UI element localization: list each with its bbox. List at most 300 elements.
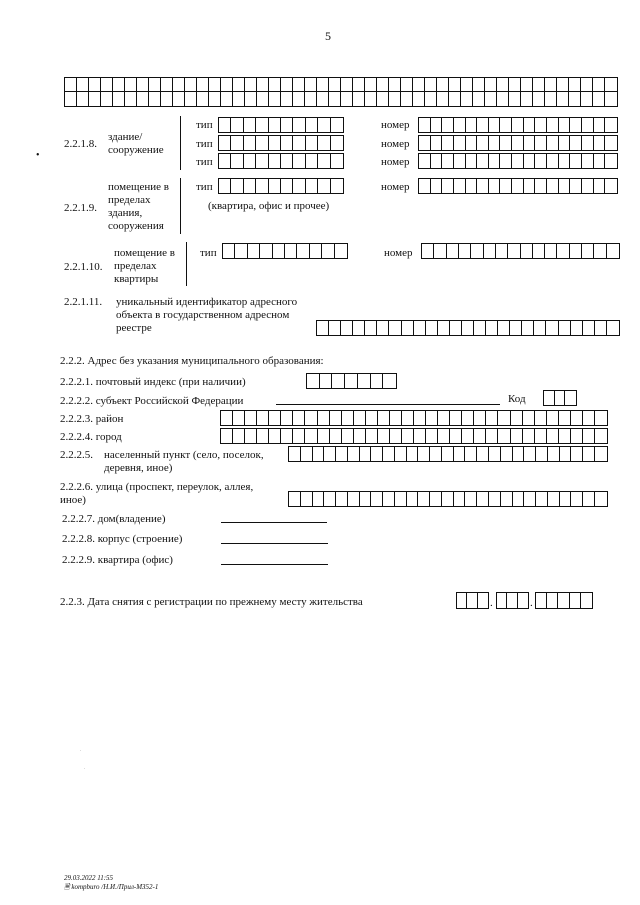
entry-cell[interactable] xyxy=(486,321,498,335)
entry-cell[interactable] xyxy=(571,447,583,461)
entry-cell[interactable] xyxy=(442,179,454,193)
building-type-cells-3[interactable] xyxy=(218,153,344,169)
entry-cell[interactable] xyxy=(430,447,442,461)
entry-cell[interactable] xyxy=(389,92,401,106)
entry-cell[interactable] xyxy=(125,78,137,91)
entry-cell[interactable] xyxy=(221,411,233,425)
entry-cell[interactable] xyxy=(317,78,329,91)
postal-index-cells[interactable] xyxy=(306,373,397,389)
entry-cell[interactable] xyxy=(245,411,257,425)
entry-cell[interactable] xyxy=(223,244,235,258)
entry-cell[interactable] xyxy=(484,244,496,258)
entry-cell[interactable] xyxy=(558,593,569,608)
entry-cell[interactable] xyxy=(523,429,535,443)
entry-cell[interactable] xyxy=(559,136,571,150)
entry-cell[interactable] xyxy=(233,411,245,425)
settlement-cells[interactable] xyxy=(288,446,608,462)
entry-cell[interactable] xyxy=(509,78,521,91)
entry-cell[interactable] xyxy=(535,136,547,150)
entry-cell[interactable] xyxy=(422,244,434,258)
entry-cell[interactable] xyxy=(535,411,547,425)
entry-cell[interactable] xyxy=(489,118,501,132)
entry-cell[interactable] xyxy=(489,447,501,461)
entry-cell[interactable] xyxy=(354,429,366,443)
entry-cell[interactable] xyxy=(161,78,173,91)
entry-cell[interactable] xyxy=(485,78,497,91)
entry-cell[interactable] xyxy=(545,78,557,91)
entry-cell[interactable] xyxy=(536,447,548,461)
entry-cell[interactable] xyxy=(65,78,77,91)
entry-cell[interactable] xyxy=(336,492,348,506)
entry-cell[interactable] xyxy=(498,321,510,335)
entry-cell[interactable] xyxy=(570,118,582,132)
entry-cell[interactable] xyxy=(524,447,536,461)
entry-cell[interactable] xyxy=(269,154,281,168)
entry-cell[interactable] xyxy=(219,154,231,168)
entry-cell[interactable] xyxy=(594,179,606,193)
entry-cell[interactable] xyxy=(185,92,197,106)
entry-cell[interactable] xyxy=(605,92,617,106)
entry-cell[interactable] xyxy=(533,78,545,91)
entry-cell[interactable] xyxy=(509,92,521,106)
entry-cell[interactable] xyxy=(173,92,185,106)
entry-cell[interactable] xyxy=(413,78,425,91)
entry-cell[interactable] xyxy=(511,411,523,425)
entry-cell[interactable] xyxy=(301,447,313,461)
entry-cell[interactable] xyxy=(450,429,462,443)
entry-cell[interactable] xyxy=(595,429,607,443)
entry-cell[interactable] xyxy=(431,136,443,150)
entry-cell[interactable] xyxy=(161,92,173,106)
entry-cell[interactable] xyxy=(569,78,581,91)
entry-cell[interactable] xyxy=(437,92,449,106)
entry-cell[interactable] xyxy=(512,179,524,193)
entry-cell[interactable] xyxy=(377,92,389,106)
entry-cell[interactable] xyxy=(341,321,353,335)
entry-cell[interactable] xyxy=(342,411,354,425)
entry-cell[interactable] xyxy=(466,179,478,193)
entry-cell[interactable] xyxy=(390,429,402,443)
entry-cell[interactable] xyxy=(419,136,431,150)
entry-cell[interactable] xyxy=(557,244,569,258)
entry-cell[interactable] xyxy=(471,244,483,258)
entry-cell[interactable] xyxy=(583,411,595,425)
entry-cell[interactable] xyxy=(461,78,473,91)
building-number-cells-3[interactable] xyxy=(418,153,618,169)
entry-cell[interactable] xyxy=(297,244,309,258)
entry-cell[interactable] xyxy=(293,429,305,443)
entry-cell[interactable] xyxy=(513,492,525,506)
entry-cell[interactable] xyxy=(330,411,342,425)
entry-cell[interactable] xyxy=(522,321,534,335)
entry-cell[interactable] xyxy=(101,92,113,106)
entry-cell[interactable] xyxy=(581,78,593,91)
entry-cell[interactable] xyxy=(197,92,209,106)
entry-cell[interactable] xyxy=(545,244,557,258)
entry-cell[interactable] xyxy=(401,92,413,106)
entry-cell[interactable] xyxy=(605,179,617,193)
entry-cell[interactable] xyxy=(418,447,430,461)
entry-cell[interactable] xyxy=(535,179,547,193)
entry-cell[interactable] xyxy=(486,429,498,443)
entry-cell[interactable] xyxy=(383,447,395,461)
entry-cell[interactable] xyxy=(431,154,443,168)
entry-cell[interactable] xyxy=(438,321,450,335)
entry-cell[interactable] xyxy=(269,92,281,106)
street-cells[interactable] xyxy=(288,491,608,507)
entry-cell[interactable] xyxy=(401,78,413,91)
entry-cell[interactable] xyxy=(570,593,581,608)
entry-cell[interactable] xyxy=(438,429,450,443)
entry-cell[interactable] xyxy=(459,244,471,258)
entry-cell[interactable] xyxy=(221,78,233,91)
entry-cell[interactable] xyxy=(332,374,345,388)
entry-cell[interactable] xyxy=(219,136,231,150)
entry-cell[interactable] xyxy=(377,78,389,91)
entry-cell[interactable] xyxy=(438,411,450,425)
entry-cell[interactable] xyxy=(477,179,489,193)
entry-cell[interactable] xyxy=(257,78,269,91)
entry-cell[interactable] xyxy=(477,118,489,132)
entry-cell[interactable] xyxy=(235,244,247,258)
entry-cell[interactable] xyxy=(547,429,559,443)
room-type-cells[interactable] xyxy=(218,178,344,194)
entry-cell[interactable] xyxy=(466,154,478,168)
building-number-cells-2[interactable] xyxy=(418,135,618,151)
entry-cell[interactable] xyxy=(426,411,438,425)
entry-cell[interactable] xyxy=(454,136,466,150)
entry-cell[interactable] xyxy=(77,92,89,106)
entry-cell[interactable] xyxy=(570,154,582,168)
entry-cell[interactable] xyxy=(281,136,293,150)
entry-cell[interactable] xyxy=(521,244,533,258)
entry-cell[interactable] xyxy=(318,154,330,168)
entry-cell[interactable] xyxy=(582,179,594,193)
entry-cell[interactable] xyxy=(536,492,548,506)
entry-cell[interactable] xyxy=(360,492,372,506)
entry-cell[interactable] xyxy=(557,92,569,106)
entry-cell[interactable] xyxy=(378,411,390,425)
entry-cell[interactable] xyxy=(431,179,443,193)
entry-cell[interactable] xyxy=(466,118,478,132)
entry-cell[interactable] xyxy=(383,374,396,388)
entry-cell[interactable] xyxy=(293,179,305,193)
entry-cell[interactable] xyxy=(365,321,377,335)
entry-cell[interactable] xyxy=(289,447,301,461)
entry-cell[interactable] xyxy=(244,179,256,193)
entry-cell[interactable] xyxy=(473,78,485,91)
entry-cell[interactable] xyxy=(358,374,371,388)
entry-cell[interactable] xyxy=(306,136,318,150)
entry-cell[interactable] xyxy=(113,78,125,91)
room-number-cells[interactable] xyxy=(418,178,618,194)
entry-cell[interactable] xyxy=(454,492,466,506)
entry-cell[interactable] xyxy=(318,411,330,425)
entry-cell[interactable] xyxy=(245,429,257,443)
entry-cell[interactable] xyxy=(65,92,77,106)
entry-cell[interactable] xyxy=(593,92,605,106)
entry-cell[interactable] xyxy=(548,492,560,506)
entry-cell[interactable] xyxy=(595,411,607,425)
entry-cell[interactable] xyxy=(583,429,595,443)
entry-cell[interactable] xyxy=(510,321,522,335)
entry-cell[interactable] xyxy=(245,92,257,106)
entry-cell[interactable] xyxy=(407,447,419,461)
entry-cell[interactable] xyxy=(582,136,594,150)
entry-cell[interactable] xyxy=(489,179,501,193)
entry-cell[interactable] xyxy=(594,118,606,132)
entry-cell[interactable] xyxy=(467,593,477,608)
entry-cell[interactable] xyxy=(306,179,318,193)
entry-cell[interactable] xyxy=(402,411,414,425)
entry-cell[interactable] xyxy=(489,492,501,506)
entry-cell[interactable] xyxy=(231,154,243,168)
entry-cell[interactable] xyxy=(313,492,325,506)
entry-cell[interactable] xyxy=(546,321,558,335)
entry-cell[interactable] xyxy=(257,92,269,106)
building-line[interactable] xyxy=(221,543,328,544)
entry-cell[interactable] xyxy=(244,136,256,150)
fias-id-cells[interactable] xyxy=(316,320,620,336)
entry-cell[interactable] xyxy=(413,92,425,106)
entry-cell[interactable] xyxy=(582,154,594,168)
entry-cell[interactable] xyxy=(442,118,454,132)
entry-cell[interactable] xyxy=(545,92,557,106)
entry-cell[interactable] xyxy=(533,92,545,106)
entry-cell[interactable] xyxy=(256,136,268,150)
entry-cell[interactable] xyxy=(583,492,595,506)
entry-cell[interactable] xyxy=(536,593,547,608)
entry-cell[interactable] xyxy=(478,593,488,608)
entry-cell[interactable] xyxy=(593,78,605,91)
entry-cell[interactable] xyxy=(559,118,571,132)
entry-cell[interactable] xyxy=(594,136,606,150)
entry-cell[interactable] xyxy=(221,429,233,443)
subject-code-cells[interactable] xyxy=(543,390,577,406)
entry-cell[interactable] xyxy=(450,321,462,335)
entry-cell[interactable] xyxy=(605,78,617,91)
entry-cell[interactable] xyxy=(320,374,333,388)
entry-cell[interactable] xyxy=(559,179,571,193)
entry-cell[interactable] xyxy=(430,492,442,506)
entry-cell[interactable] xyxy=(329,92,341,106)
entry-cell[interactable] xyxy=(555,391,566,405)
entry-cell[interactable] xyxy=(257,429,269,443)
entry-cell[interactable] xyxy=(425,78,437,91)
entry-cell[interactable] xyxy=(281,154,293,168)
entry-cell[interactable] xyxy=(257,411,269,425)
entry-cell[interactable] xyxy=(524,179,536,193)
entry-cell[interactable] xyxy=(477,447,489,461)
entry-cell[interactable] xyxy=(281,429,293,443)
entry-cell[interactable] xyxy=(341,92,353,106)
entry-cell[interactable] xyxy=(324,492,336,506)
entry-cell[interactable] xyxy=(402,321,414,335)
entry-cell[interactable] xyxy=(571,492,583,506)
entry-cell[interactable] xyxy=(305,429,317,443)
entry-cell[interactable] xyxy=(221,92,233,106)
entry-cell[interactable] xyxy=(371,492,383,506)
entry-cell[interactable] xyxy=(318,118,330,132)
entry-cell[interactable] xyxy=(457,593,467,608)
entry-cell[interactable] xyxy=(389,321,401,335)
entry-cell[interactable] xyxy=(560,492,572,506)
entry-cell[interactable] xyxy=(269,429,281,443)
entry-cell[interactable] xyxy=(317,92,329,106)
entry-cell[interactable] xyxy=(219,118,231,132)
entry-cell[interactable] xyxy=(233,429,245,443)
entry-cell[interactable] xyxy=(348,492,360,506)
entry-cell[interactable] xyxy=(395,447,407,461)
entry-cell[interactable] xyxy=(466,136,478,150)
entry-cell[interactable] xyxy=(500,179,512,193)
entry-cell[interactable] xyxy=(269,136,281,150)
entry-cell[interactable] xyxy=(209,92,221,106)
entry-cell[interactable] xyxy=(559,321,571,335)
entry-cell[interactable] xyxy=(497,593,507,608)
entry-cell[interactable] xyxy=(571,411,583,425)
building-number-cells-1[interactable] xyxy=(418,117,618,133)
entry-cell[interactable] xyxy=(426,429,438,443)
entry-cell[interactable] xyxy=(331,179,343,193)
entry-cell[interactable] xyxy=(523,411,535,425)
entry-cell[interactable] xyxy=(508,244,520,258)
entry-cell[interactable] xyxy=(209,78,221,91)
entry-cell[interactable] xyxy=(500,118,512,132)
date-year-cells[interactable] xyxy=(535,592,593,609)
entry-cell[interactable] xyxy=(497,92,509,106)
entry-cell[interactable] xyxy=(442,154,454,168)
entry-cell[interactable] xyxy=(465,492,477,506)
entry-cell[interactable] xyxy=(450,411,462,425)
house-line[interactable] xyxy=(221,522,327,523)
entry-cell[interactable] xyxy=(583,447,595,461)
entry-cell[interactable] xyxy=(418,492,430,506)
date-day-cells[interactable] xyxy=(456,592,489,609)
entry-cell[interactable] xyxy=(331,136,343,150)
entry-cell[interactable] xyxy=(594,244,606,258)
entry-cell[interactable] xyxy=(535,154,547,168)
entry-cell[interactable] xyxy=(383,492,395,506)
entry-cell[interactable] xyxy=(310,244,322,258)
district-cells[interactable] xyxy=(220,410,608,426)
entry-cell[interactable] xyxy=(389,78,401,91)
entry-cell[interactable] xyxy=(293,154,305,168)
date-month-cells[interactable] xyxy=(496,592,529,609)
entry-cell[interactable] xyxy=(498,411,510,425)
entry-cell[interactable] xyxy=(331,118,343,132)
entry-cell[interactable] xyxy=(77,78,89,91)
entry-cell[interactable] xyxy=(365,92,377,106)
entry-cell[interactable] xyxy=(269,411,281,425)
entry-cell[interactable] xyxy=(518,593,528,608)
entry-cell[interactable] xyxy=(547,118,559,132)
entry-cell[interactable] xyxy=(426,321,438,335)
entry-cell[interactable] xyxy=(501,447,513,461)
entry-cell[interactable] xyxy=(534,321,546,335)
entry-cell[interactable] xyxy=(269,78,281,91)
entry-cell[interactable] xyxy=(329,78,341,91)
entry-cell[interactable] xyxy=(336,447,348,461)
top-address-grid-row1[interactable] xyxy=(64,77,618,92)
flat-room-number-cells[interactable] xyxy=(421,243,620,259)
entry-cell[interactable] xyxy=(533,244,545,258)
entry-cell[interactable] xyxy=(559,411,571,425)
entry-cell[interactable] xyxy=(419,154,431,168)
entry-cell[interactable] xyxy=(559,154,571,168)
entry-cell[interactable] xyxy=(425,92,437,106)
entry-cell[interactable] xyxy=(318,429,330,443)
entry-cell[interactable] xyxy=(565,391,576,405)
entry-cell[interactable] xyxy=(341,78,353,91)
entry-cell[interactable] xyxy=(248,244,260,258)
entry-cell[interactable] xyxy=(569,92,581,106)
entry-cell[interactable] xyxy=(395,492,407,506)
entry-cell[interactable] xyxy=(407,492,419,506)
entry-cell[interactable] xyxy=(605,154,617,168)
entry-cell[interactable] xyxy=(595,492,607,506)
entry-cell[interactable] xyxy=(345,374,358,388)
entry-cell[interactable] xyxy=(571,429,583,443)
subject-line[interactable] xyxy=(276,404,500,405)
entry-cell[interactable] xyxy=(454,447,466,461)
entry-cell[interactable] xyxy=(318,179,330,193)
entry-cell[interactable] xyxy=(371,374,384,388)
entry-cell[interactable] xyxy=(342,429,354,443)
entry-cell[interactable] xyxy=(477,136,489,150)
entry-cell[interactable] xyxy=(137,78,149,91)
entry-cell[interactable] xyxy=(89,78,101,91)
entry-cell[interactable] xyxy=(313,447,325,461)
entry-cell[interactable] xyxy=(521,92,533,106)
entry-cell[interactable] xyxy=(501,492,513,506)
entry-cell[interactable] xyxy=(437,78,449,91)
entry-cell[interactable] xyxy=(434,244,446,258)
entry-cell[interactable] xyxy=(281,118,293,132)
entry-cell[interactable] xyxy=(281,78,293,91)
entry-cell[interactable] xyxy=(512,154,524,168)
entry-cell[interactable] xyxy=(474,321,486,335)
entry-cell[interactable] xyxy=(473,92,485,106)
entry-cell[interactable] xyxy=(607,244,619,258)
entry-cell[interactable] xyxy=(582,244,594,258)
entry-cell[interactable] xyxy=(244,118,256,132)
entry-cell[interactable] xyxy=(442,136,454,150)
entry-cell[interactable] xyxy=(329,321,341,335)
entry-cell[interactable] xyxy=(500,154,512,168)
entry-cell[interactable] xyxy=(582,118,594,132)
entry-cell[interactable] xyxy=(594,154,606,168)
entry-cell[interactable] xyxy=(149,92,161,106)
entry-cell[interactable] xyxy=(305,411,317,425)
entry-cell[interactable] xyxy=(353,92,365,106)
entry-cell[interactable] xyxy=(231,136,243,150)
entry-cell[interactable] xyxy=(500,136,512,150)
entry-cell[interactable] xyxy=(560,447,572,461)
entry-cell[interactable] xyxy=(547,593,558,608)
entry-cell[interactable] xyxy=(419,118,431,132)
entry-cell[interactable] xyxy=(570,244,582,258)
entry-cell[interactable] xyxy=(474,429,486,443)
entry-cell[interactable] xyxy=(197,78,209,91)
entry-cell[interactable] xyxy=(547,179,559,193)
entry-cell[interactable] xyxy=(570,136,582,150)
entry-cell[interactable] xyxy=(348,447,360,461)
entry-cell[interactable] xyxy=(548,447,560,461)
entry-cell[interactable] xyxy=(173,78,185,91)
entry-cell[interactable] xyxy=(454,118,466,132)
entry-cell[interactable] xyxy=(607,321,619,335)
